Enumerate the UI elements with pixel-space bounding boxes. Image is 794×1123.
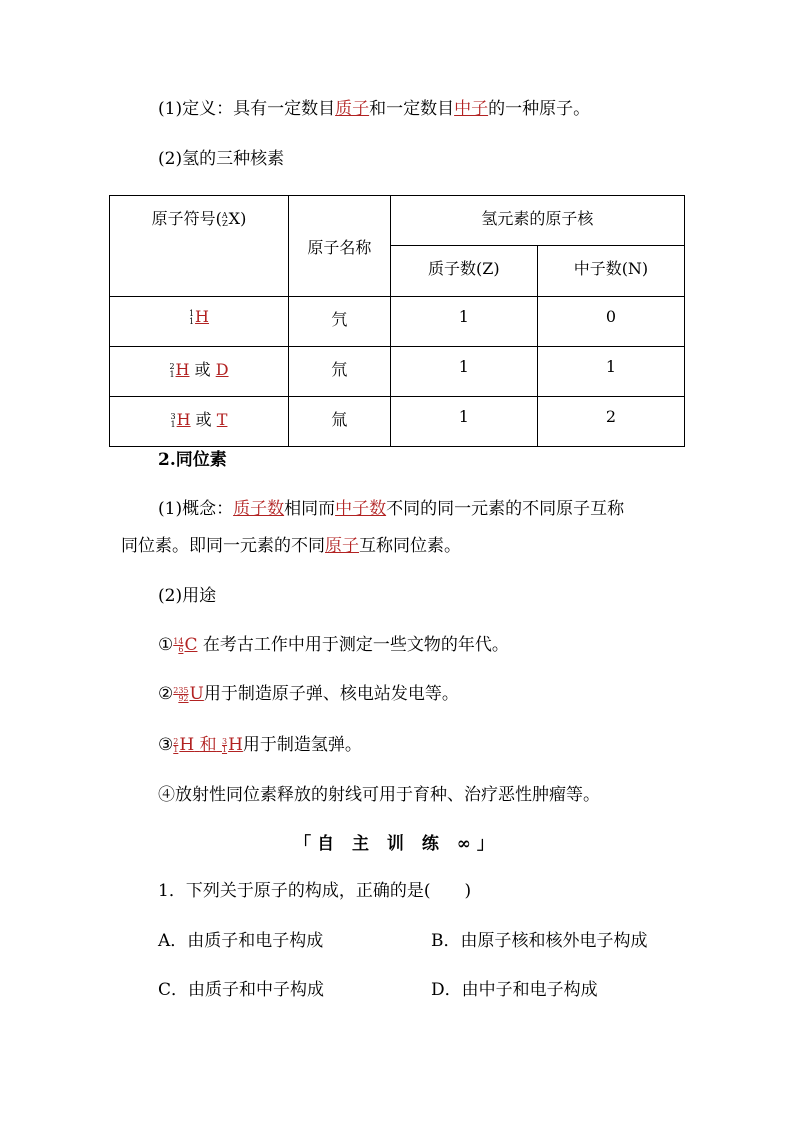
use-item-2 [158,682,459,706]
definition-line [158,97,590,121]
row-symbol [110,297,289,347]
header-z: Z [222,218,228,228]
mass-number: 235 [173,685,189,695]
mass-number: 2 [173,736,179,746]
concept-text: 相同而 [284,499,336,519]
atomic-number: 1 [173,744,179,754]
use-title: (2)用途 [158,586,217,606]
use-text: 用于制造氢弹。 [242,735,362,755]
row-neutrons: 0 [537,297,684,347]
header-symbol [110,196,289,297]
nuclides-title: (2)氢的三种核素 [158,149,285,169]
isotope-az [169,363,174,379]
symbol: H [179,735,195,755]
option-c[interactable]: C．由质子和中子构成 [158,980,325,1000]
mass-number: 14 [173,636,184,646]
use-item-1 [158,633,509,657]
concept-line-2 [121,534,461,558]
item-number: ② [158,684,174,704]
definition-text: 和一定数目 [369,99,455,119]
atomic-number: 1 [188,316,195,326]
hydrogen-nuclides-table [109,195,685,447]
item-number: ① [158,635,174,655]
header-symbol-end: X) [228,209,247,228]
isotope-az [173,687,188,703]
answer-atom: 原子 [325,536,359,556]
symbol: H [195,307,209,326]
row-neutrons: 2 [537,397,684,447]
mass-number: 3 [170,411,176,421]
definition-text: (1)定义：具有一定数目 [158,99,336,119]
answer-neutrons: 中子 [454,99,489,119]
option-a[interactable]: A．由质子和电子构成 [158,931,324,951]
mass-number: 1 [188,308,195,318]
and-text: 和 [199,735,217,755]
item-number: ③ [158,735,174,755]
isotope-az [171,413,176,429]
isotope-az [189,310,194,326]
use-item-4: ④放射性同位素释放的射线可用于育种、治疗恶性肿瘤等。 [158,785,600,805]
row-protons: 1 [390,347,537,397]
option-d[interactable]: D．由中子和电子构成 [431,980,598,1000]
answer-protons: 质子 [335,99,370,119]
or-text: 或 [194,360,211,379]
header-protons: 质子数(Z) [390,246,537,297]
atomic-number: 1 [221,744,228,754]
header-symbol-text: 原子符号( [151,209,222,228]
header-neutrons: 中子数(N) [537,246,684,297]
use-text: 用于制造原子弹、核电站发电等。 [203,684,459,704]
symbol: H [228,735,243,755]
join-text [194,735,222,755]
row-symbol [110,397,289,447]
row-symbol [110,347,289,397]
header-a: A [221,210,228,220]
atomic-number: 1 [169,369,175,379]
isotope-section-title: 2.同位素 [158,450,227,470]
header-symbol-az [222,212,228,228]
symbol: U [189,684,204,704]
concept-text: 互称同位素。 [359,536,461,556]
concept-line [158,497,624,521]
definition-text: 的一种原子。 [488,99,591,119]
isotope-az [222,738,227,754]
symbol: H [176,410,191,429]
isotope-az [173,738,178,754]
training-heading: 「自 主 训 练 ∞」 [294,834,500,854]
row-protons: 1 [390,297,537,347]
header-name: 原子名称 [288,196,390,297]
table-row [110,397,685,447]
table-row [110,347,685,397]
concept-text: 不同的同一元素的不同原子互称 [386,499,625,519]
use-item-3 [158,733,362,757]
mass-number: 2 [169,361,175,371]
concept-text: 同位素。即同一元素的不同 [121,536,325,556]
question-1: 1．下列关于原子的构成，正确的是( ) [158,881,472,901]
or-text: 或 [195,410,212,429]
mass-number: 3 [221,736,228,746]
isotope-az [173,638,183,654]
atomic-number: 6 [178,644,184,654]
option-b[interactable]: B．由原子核和核外电子构成 [431,931,648,951]
symbol: C [184,635,198,655]
use-text: 在考古工作中用于测定一些文物的年代。 [202,635,509,655]
atomic-number: 92 [178,693,189,703]
concept-text: (1)概念： [158,499,234,519]
row-name: 氚 [288,397,390,447]
row-name: 氕 [288,297,390,347]
atomic-number: 1 [170,419,176,429]
table-row [110,297,685,347]
row-protons: 1 [390,397,537,447]
alt-symbol: T [216,410,228,429]
alt-symbol: D [215,360,229,379]
answer-neutron-number: 中子数 [335,499,387,519]
answer-proton-number: 质子数 [233,499,285,519]
row-name: 氘 [288,347,390,397]
header-nucleus: 氢元素的原子核 [390,196,684,246]
symbol: H [175,360,190,379]
row-neutrons: 1 [537,347,684,397]
